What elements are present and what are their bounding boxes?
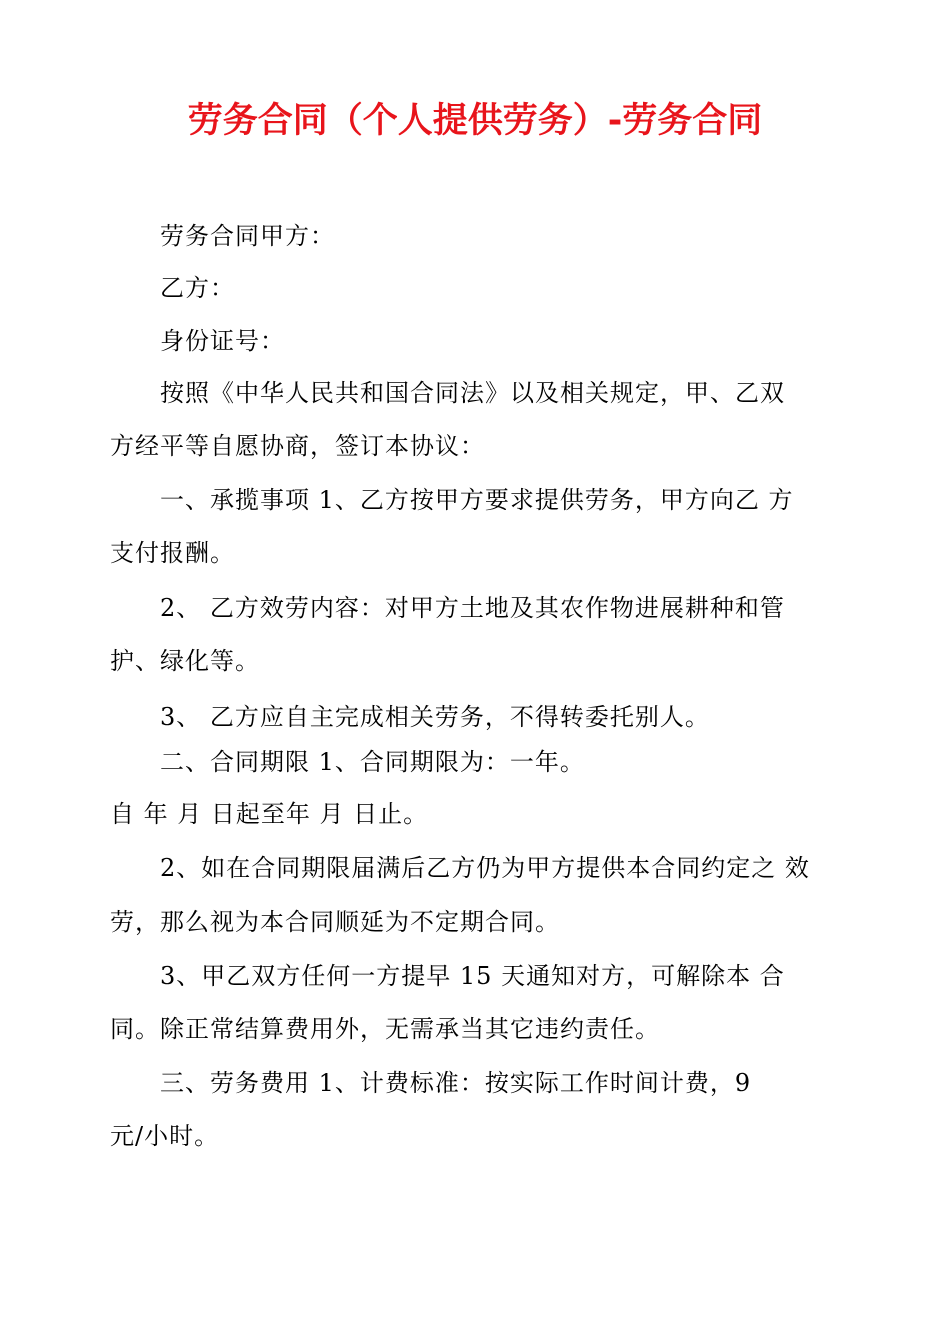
party-b-line: 乙方： [160, 274, 235, 302]
document-title: 劳务合同（个人提供劳务）-劳务合同 [187, 101, 763, 141]
paragraph-line: 2、如在合同期限届满后乙方仍为甲方提供本合同约定之 效 [160, 854, 810, 882]
paragraph-line: 按照《中华人民共和国合同法》以及相关规定，甲、乙双 [160, 379, 785, 407]
paragraph-line: 元/小时。 [110, 1122, 220, 1150]
paragraph-line: 同。除正常结算费用外，无需承当其它违约责任。 [110, 1015, 660, 1043]
paragraph-line: 自 年 月 日起至年 月 日止。 [110, 800, 429, 828]
paragraph-line: 三、劳务费用 1、计费标准：按实际工作时间计费，9 [160, 1069, 752, 1097]
paragraph-line: 3、甲乙双方任何一方提早 15 天通知对方，可解除本 合 [160, 962, 785, 990]
id-number-line: 身份证号： [160, 327, 285, 355]
paragraph-line: 一、承揽事项 1、乙方按甲方要求提供劳务，甲方向乙 方 [160, 486, 794, 514]
paragraph-line: 二、合同期限 1、合同期限为：一年。 [160, 748, 585, 776]
party-a-line: 劳务合同甲方： [160, 222, 335, 250]
paragraph-line: 劳，那么视为本合同顺延为不定期合同。 [110, 908, 560, 936]
paragraph-line: 3、 乙方应自主完成相关劳务，不得转委托别人。 [160, 703, 710, 731]
paragraph-line: 2、 乙方效劳内容：对甲方土地及其农作物进展耕种和管 [160, 594, 785, 622]
paragraph-line: 护、绿化等。 [110, 647, 260, 675]
paragraph-line: 方经平等自愿协商，签订本协议： [110, 432, 485, 460]
paragraph-line: 支付报酬。 [110, 539, 235, 567]
